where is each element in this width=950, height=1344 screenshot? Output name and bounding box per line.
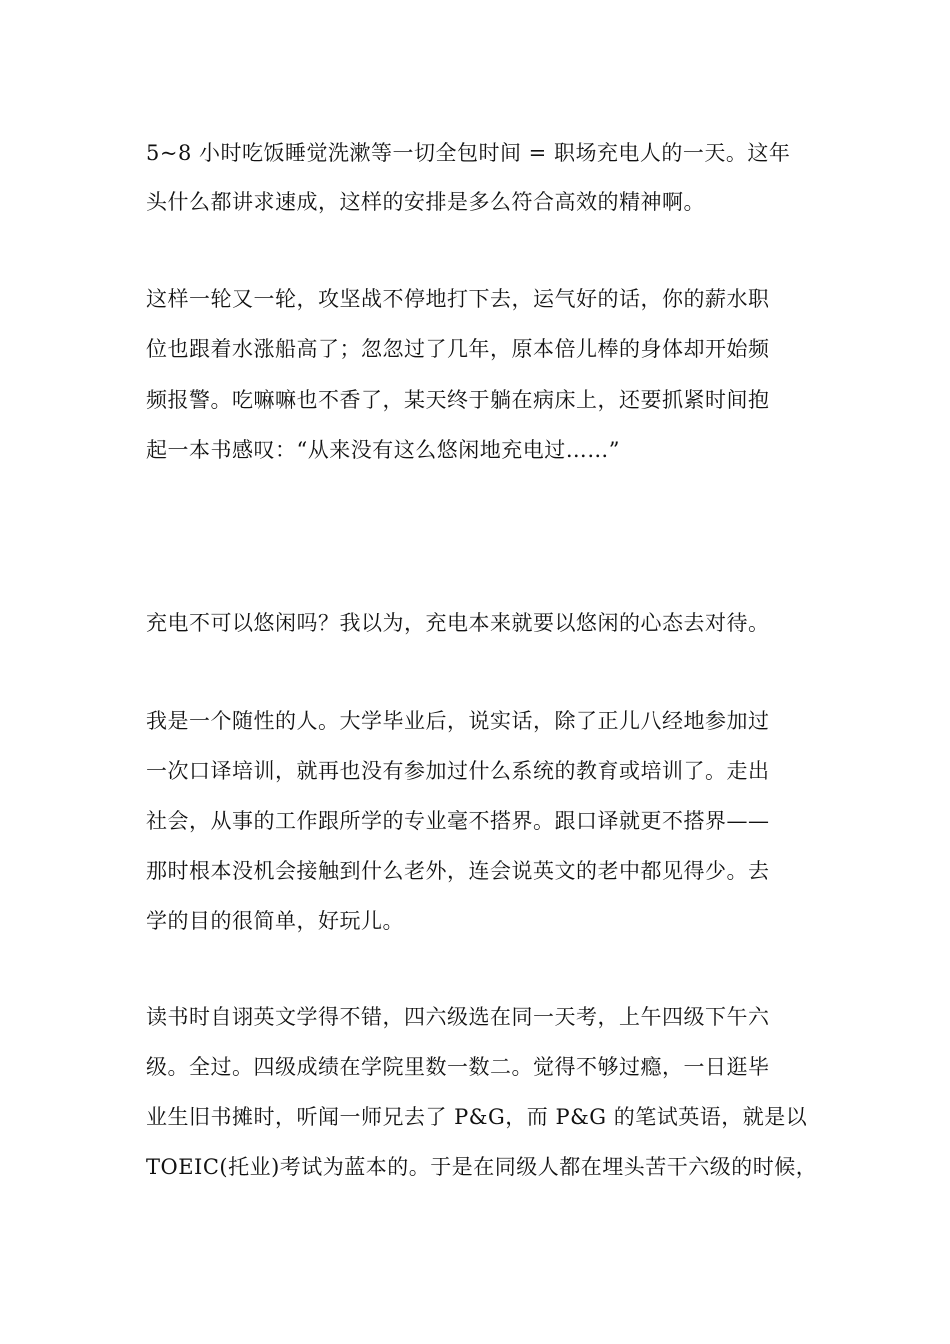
text-line: 那时根本没机会接触到什么老外，连会说英文的老中都见得少。去 bbox=[146, 859, 770, 883]
text-line: 频报警。吃嘛嘛也不香了，某天终于躺在病床上，还要抓紧时间抱 bbox=[146, 388, 770, 412]
text-line: 位也跟着水涨船高了；忽忽过了几年，原本倍儿棒的身体却开始频 bbox=[146, 337, 770, 361]
text-line: 读书时自诩英文学得不错，四六级选在同一天考，上午四级下午六 bbox=[146, 1005, 770, 1029]
text-line: 学的目的很简单，好玩儿。 bbox=[146, 909, 404, 933]
text-line: 社会，从事的工作跟所学的专业毫不搭界。跟口译就更不搭界—— bbox=[146, 809, 770, 833]
text-line: 业生旧书摊时，听闻一师兄去了 P&G，而 P&G 的笔试英语，就是以 bbox=[146, 1105, 808, 1129]
text-line: 级。全过。四级成绩在学院里数一数二。觉得不够过瘾，一日逛毕 bbox=[146, 1055, 770, 1079]
text-line: 充电不可以悠闲吗？我以为，充电本来就要以悠闲的心态去对待。 bbox=[146, 611, 770, 635]
text-line: 5~8 小时吃饭睡觉洗漱等一切全包时间 = 职场充电人的一天。这年 bbox=[146, 141, 791, 165]
text-line: TOEIC(托业)考试为蓝本的。于是在同级人都在埋头苦干六级的时候， bbox=[146, 1155, 818, 1179]
text-line: 起一本书感叹：“从来没有这么悠闲地充电过……” bbox=[146, 438, 620, 462]
text-line: 我是一个随性的人。大学毕业后，说实话，除了正儿八经地参加过 bbox=[146, 709, 770, 733]
text-line: 头什么都讲求速成，这样的安排是多么符合高效的精神啊。 bbox=[146, 190, 705, 214]
text-line: 一次口译培训，就再也没有参加过什么系统的教育或培训了。走出 bbox=[146, 759, 770, 783]
text-line: 这样一轮又一轮，攻坚战不停地打下去，运气好的话，你的薪水职 bbox=[146, 287, 770, 311]
